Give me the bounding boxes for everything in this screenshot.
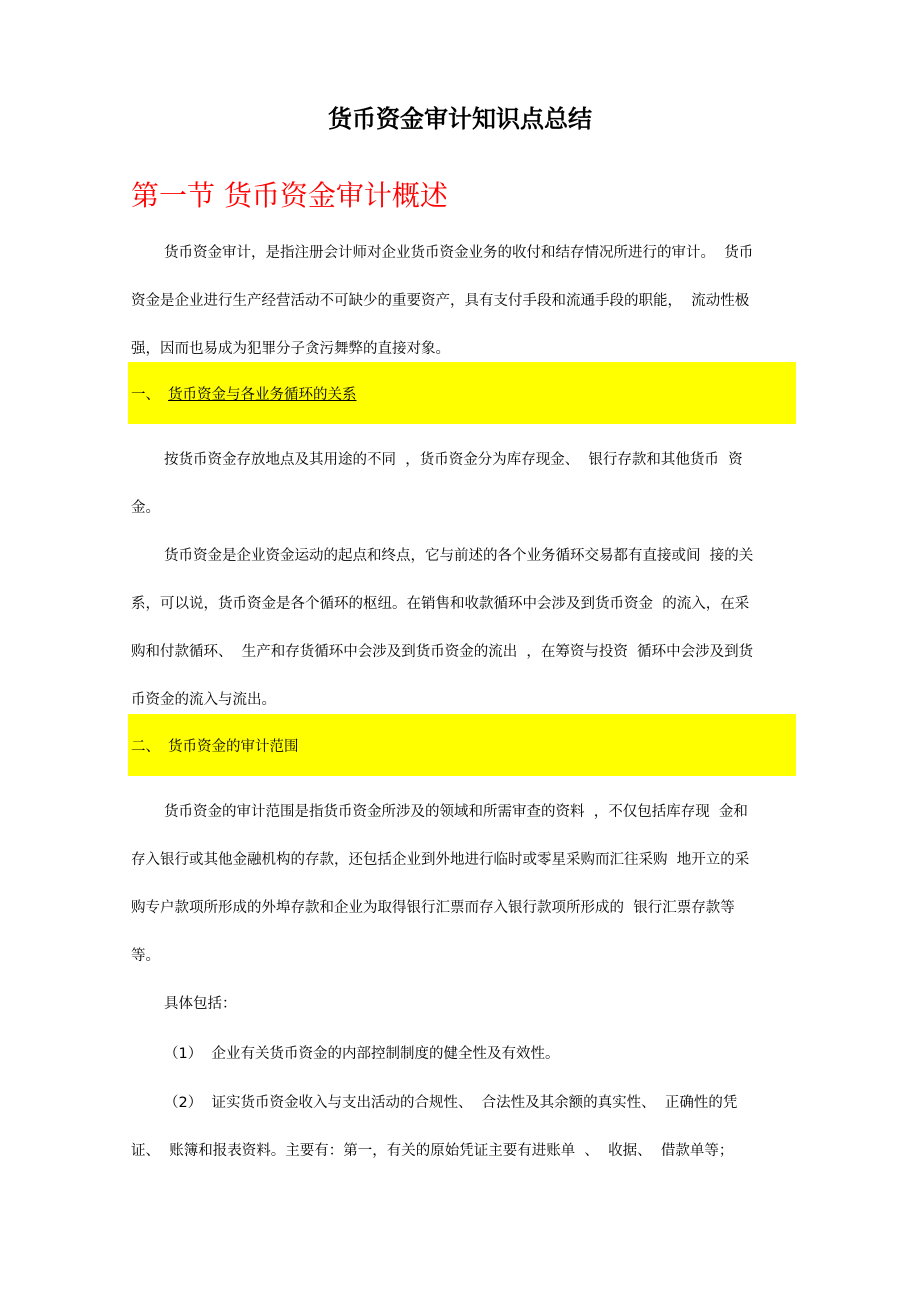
heading-relationship xyxy=(128,362,796,424)
paragraph-line xyxy=(131,786,791,834)
list-item-text: （2） 证实货币资金收入与支出活动的合规性、 合法性及其余额的真实性、 正确性的凭 xyxy=(164,1094,738,1111)
storage-paragraph xyxy=(131,434,791,530)
paragraph-text: 存入银行或其他金融机构的存款，还包括企业到外地进行临时或零星采购而汇往采购 地开立的采 xyxy=(131,851,750,868)
paragraph-text: 货币资金是企业资金运动的起点和终点，它与前述的各个业务循环交易都有直接或间 接的关 xyxy=(164,547,754,564)
heading-number: 二、 xyxy=(131,738,160,755)
paragraph-text: 按货币资金存放地点及其用途的不同 ，货币资金分为库存现金、 银行存款和其他货币 资 xyxy=(164,451,743,468)
paragraph-line xyxy=(131,434,791,482)
section-title: 第一节 货币资金审计概述 xyxy=(131,179,448,212)
paragraph-text: 货币资金的审计范围是指货币资金所涉及的领域和所需审查的资料 ，不仅包括库存现 金和 xyxy=(164,803,748,820)
cycle-paragraph xyxy=(131,530,791,722)
paragraph-text: 系，可以说，货币资金是各个循环的枢纽。在销售和收款循环中会涉及到货币资金 的流入，在采 xyxy=(131,595,750,612)
paragraph-line xyxy=(131,530,791,578)
paragraph-text: 币资金的流入与流出。 xyxy=(131,691,276,708)
paragraph-line xyxy=(131,978,791,1026)
paragraph-line xyxy=(131,275,791,323)
paragraph-line xyxy=(131,882,791,930)
intro-paragraph xyxy=(131,227,791,371)
paragraph-text: 具体包括： xyxy=(164,995,237,1012)
paragraph-line xyxy=(131,578,791,626)
list-item-text: 证、 账簿和报表资料。主要有：第一，有关的原始凭证主要有进账单 、 收据、 借款单等； xyxy=(131,1142,734,1159)
paragraph-line xyxy=(131,482,791,530)
list-item-text: （1） 企业有关货币资金的内部控制制度的健全性及有效性。 xyxy=(164,1045,560,1062)
document-title: 货币资金审计知识点总结 xyxy=(328,105,592,133)
paragraph-text: 强，因而也易成为犯罪分子贪污舞弊的直接对象。 xyxy=(131,340,450,357)
paragraph-line xyxy=(131,930,791,978)
paragraph-text: 资金是企业进行生产经营活动不可缺少的重要资产，具有支付手段和流通手段的职能， 流动性极 xyxy=(131,292,750,309)
paragraph-line xyxy=(131,227,791,275)
paragraph-text: 购专户款项所形成的外埠存款和企业为取得银行汇票而存入银行款项所形成的 银行汇票存款等 xyxy=(131,899,735,916)
paragraph-line xyxy=(131,834,791,882)
paragraph-line xyxy=(131,1028,791,1076)
scope-paragraph xyxy=(131,786,791,978)
paragraph-text: 金。 xyxy=(131,499,160,516)
paragraph-text: 等。 xyxy=(131,947,160,964)
heading-text: 货币资金的审计范围 xyxy=(168,738,299,755)
heading-number: 一、 xyxy=(131,386,160,403)
includes-paragraph xyxy=(131,978,791,1026)
paragraph-line xyxy=(131,1125,791,1173)
list-item-1 xyxy=(131,1028,791,1076)
paragraph-text: 货币资金审计，是指注册会计师对企业货币资金业务的收付和结存情况所进行的审计。 货币 xyxy=(164,244,754,261)
list-item-2 xyxy=(131,1077,791,1173)
heading-audit-scope xyxy=(128,714,796,776)
paragraph-line xyxy=(131,626,791,674)
paragraph-line xyxy=(131,1077,791,1125)
paragraph-text: 购和付款循环、 生产和存货循环中会涉及到货币资金的流出 ，在筹资与投资 循环中会涉及到货 xyxy=(131,643,754,660)
heading-text: 货币资金与各业务循环的关系 xyxy=(168,386,357,403)
